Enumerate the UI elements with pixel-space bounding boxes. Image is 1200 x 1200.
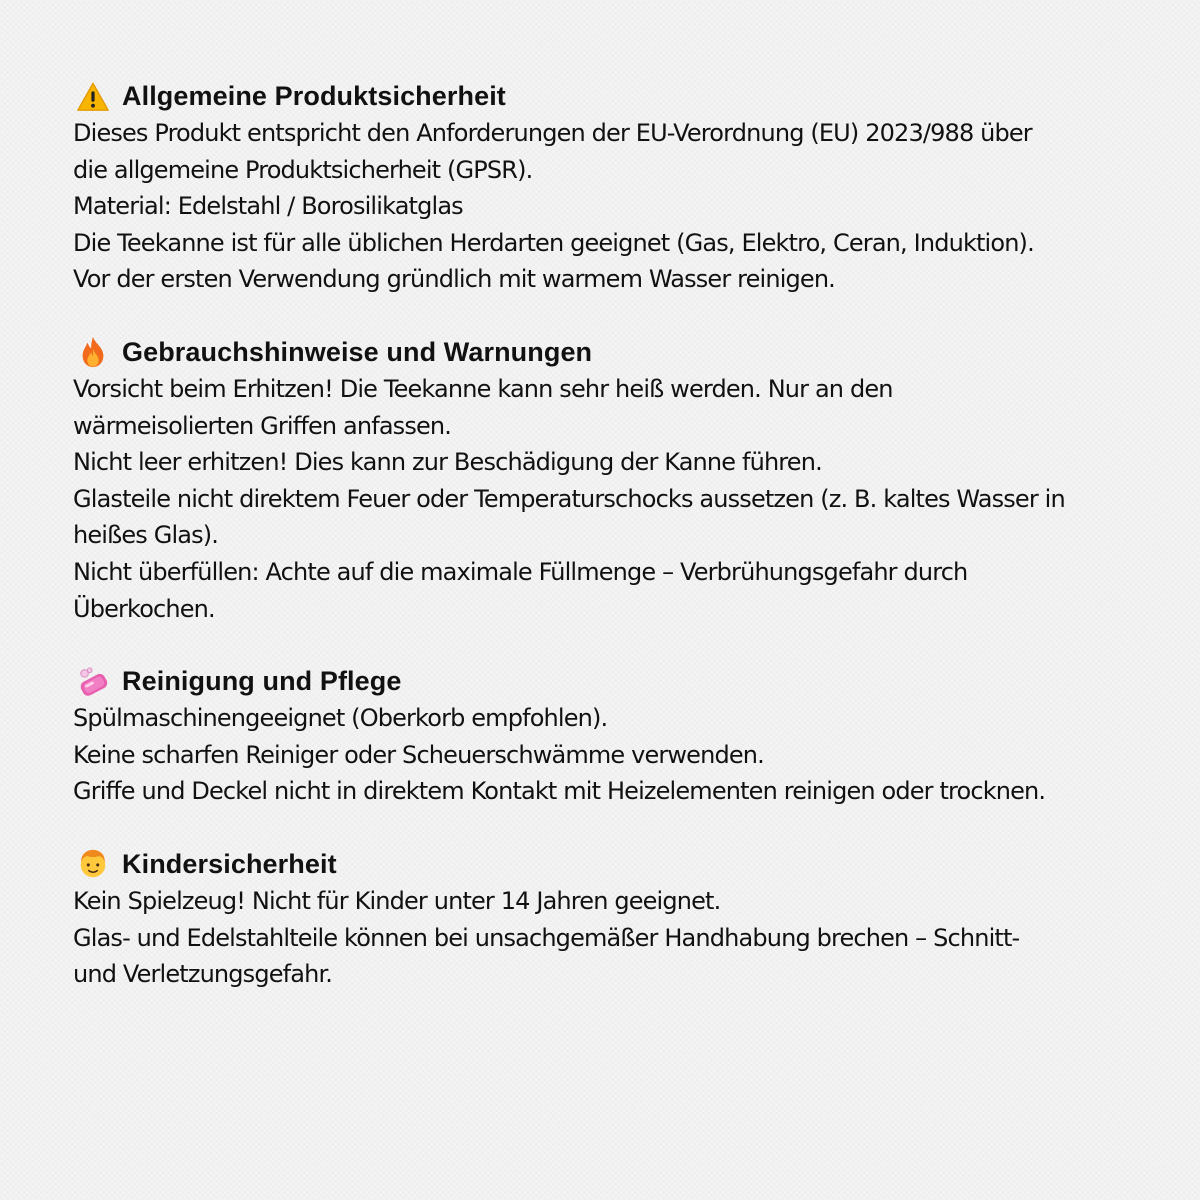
text-line: heißes Glas). xyxy=(73,521,219,550)
section-cleaning-care xyxy=(73,663,1130,810)
text-line: Glasteile nicht direktem Feuer oder Temperaturschocks aussetzen (z. B. kaltes Wasser in xyxy=(73,484,1065,513)
section-title: Gebrauchshinweise und Warnungen xyxy=(122,336,593,367)
text-line: Griffe und Deckel nicht in direktem Kontakt mit Heizelementen reinigen oder trocknen. xyxy=(73,777,1046,806)
text-line: und Verletzungsgefahr. xyxy=(73,960,333,989)
warning-icon xyxy=(76,80,110,114)
fire-icon xyxy=(76,335,110,369)
section-heading xyxy=(73,78,1130,115)
section-title: Kindersicherheit xyxy=(122,848,337,879)
text-line: Keine scharfen Reiniger oder Scheuerschwämme verwenden. xyxy=(73,740,764,769)
section-heading xyxy=(73,663,1130,700)
text-line: wärmeisolierten Griffen anfassen. xyxy=(73,411,452,440)
child-icon xyxy=(76,847,110,881)
section-product-safety xyxy=(73,78,1130,298)
section-title: Allgemeine Produktsicherheit xyxy=(122,81,506,111)
section-title: Reinigung und Pflege xyxy=(122,666,402,697)
section-heading xyxy=(73,846,1130,883)
text-line: Material: Edelstahl / Borosilikatglas xyxy=(73,192,463,221)
text-line: Die Teekanne ist für alle üblichen Herdarten geeignet (Gas, Elektro, Ceran, Induktion). xyxy=(73,228,1034,257)
text-line: Vor der ersten Verwendung gründlich mit warmem Wasser reinigen. xyxy=(73,265,835,294)
text-line: Vorsicht beim Erhitzen! Die Teekanne kann sehr heiß werden. Nur an den xyxy=(73,374,893,403)
section-child-safety xyxy=(73,846,1130,993)
text-line: Dieses Produkt entspricht den Anforderungen der EU-Verordnung (EU) 2023/988 über xyxy=(73,119,1032,147)
section-usage-warnings xyxy=(73,334,1130,627)
text-line: Spülmaschinengeeignet (Oberkorb empfohlen). xyxy=(73,704,608,733)
text-line: Überkochen. xyxy=(73,594,215,623)
text-line: Kein Spielzeug! Nicht für Kinder unter 14 Jahren geeignet. xyxy=(73,886,721,915)
soap-icon xyxy=(76,665,110,699)
text-line: Nicht überfüllen: Achte auf die maximale Füllmenge – Verbrühungsgefahr durch xyxy=(73,557,968,586)
section-heading xyxy=(73,334,1130,371)
text-line: die allgemeine Produktsicherheit (GPSR). xyxy=(73,155,533,184)
text-line: Nicht leer erhitzen! Dies kann zur Beschädigung der Kanne führen. xyxy=(73,448,822,477)
text-line: Glas- und Edelstahlteile können bei unsachgemäßer Handhabung brechen – Schnitt- xyxy=(73,923,1020,952)
